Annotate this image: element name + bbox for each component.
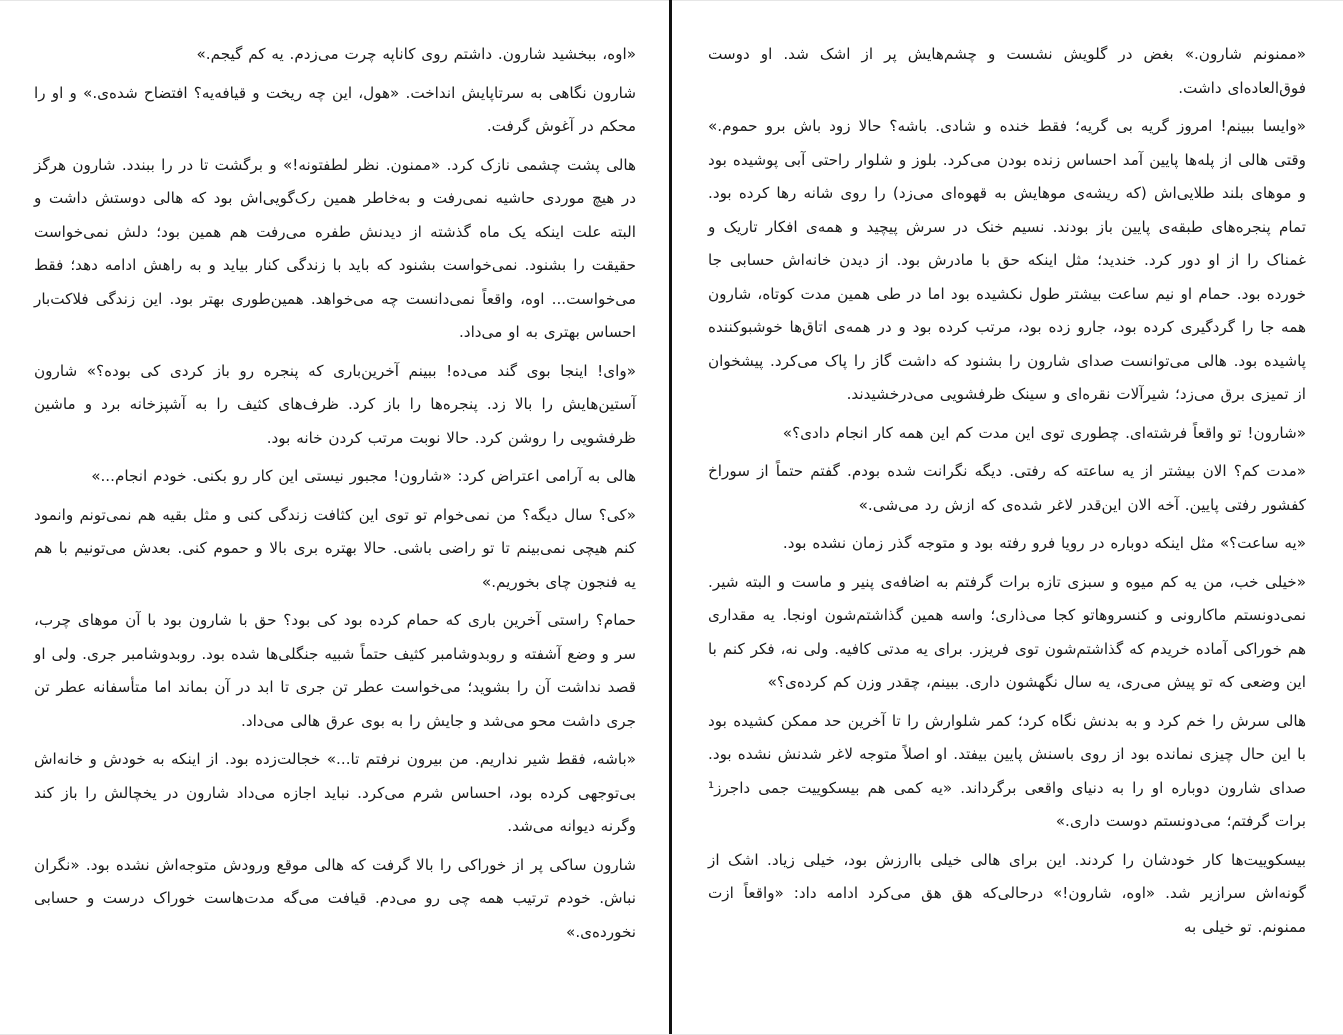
right-paragraph-5: «یه ساعت؟» مثل اینکه دوباره در رویا فرو رفته بود و متوجه گذر زمان نشده بود. [782,534,1306,552]
left-paragraph-2: شارون نگاهی به سرتاپایش انداخت. «هول، این چه ریخت و قیافه‌یه؟ افتضاح شده‌ی.» و او را محکم در آغوش گرفت. [34,83,636,135]
right-paragraph-6: «خیلی خب، من یه کم میوه و سبزی تازه برات گرفتم به اضافه‌ی پنیر و ماست و البته شیر. نمی‌دونستم ماکارونی و کنسروهاتو کجا می‌ذاری؛ واسه همین گذاشتم‌شون اونجا. یه مقداری هم خوراکی آماده خریدم که گذاشتم‌شون توی فریزر. برای یه مدتی کافیه. ولی نه، فکر کنم با این وضعی که تو پیش می‌ری، یه سال نگهشون داری. ببینم، چقدر وزن کم کرده‌ی؟» [708,572,1306,691]
left-paragraph-1: «اوه، ببخشید شارون. داشتم روی کاناپه چرت می‌زدم. یه کم گیجم.» [196,45,636,63]
right-paragraph-8: بیسکوییت‌ها کار خودشان را کردند. این برای هالی خیلی باارزش بود، خیلی زیاد. اشک از گونه‌اش سرازیر شد. «اوه، شارون!» درحالی‌که هق هق می‌کرد ادامه داد: «واقعاً ازت ممنونم. تو خیلی به [708,850,1306,936]
left-paragraph-6: «کی؟ سال دیگه؟ من نمی‌خوام تو توی این کثافت زندگی کنی و مثل بقیه هم نمی‌تونم وانمود کنم هیچی نمی‌بینم تا تو راضی باشی. حالا بهتره بری بالا و حموم کنی. بعدش می‌تونیم با هم یه فنجون چای بخوریم.» [34,505,636,591]
right-page [672,0,1343,1035]
left-paragraph-4: «وای! اینجا بوی گند می‌ده! ببینم آخرین‌باری که پنجره رو باز کردی کی بوده؟» شارون آستین‌هایش را بالا زد. پنجره‌ها را باز کرد. ظرف‌های کثیف را به آشپزخانه برد و ماشین ظرفشویی را روشن کرد. حالا نوبت مرتب کردن خانه بود. [34,361,636,447]
right-paragraph-1: «ممنونم شارون.» بغض در گلویش نشست و چشم‌هایش پر از اشک شد. او دوست فوق‌العاده‌ای داشت. [708,45,1306,97]
right-paragraph-4: «مدت کم؟ الان بیشتر از یه ساعته که رفتی. دیگه نگرانت شده بودم. گفتم حتماً از سوراخ کفشور رفتی پایین. آخه الان این‌قدر لاغر شده‌ی که ازش رد می‌شی.» [708,462,1306,514]
left-page [0,0,669,1035]
left-paragraph-5: هالی به آرامی اعتراض کرد: «شارون! مجبور نیستی این کار رو بکنی. خودم انجام...» [91,467,636,485]
right-paragraph-2: «وایسا ببینم! امروز گریه بی گریه؛ فقط خنده و شادی. باشه؟ حالا زود باش برو حموم.» وقتی هالی از پله‌ها پایین آمد احساس زنده بودن می‌کرد. بلوز و شلوار راحتی آبی پوشیده بود و موهای بلند طلایی‌اش (که ریشه‌ی موهایش به قهوه‌ای می‌زد) را روی شانه رها کرده بود. تمام پنجره‌های طبقه‌ی پایین باز بودند. نسیم خنک در سرش پیچید و همه‌ی افکار تاریک و غمناک را از او دور کرد. خندید؛ مثل اینکه حق با مادرش بود. از دیدن خانه‌اش حسابی جا خورده بود. حمام او نیم ساعت بیشتر طول نکشیده بود اما در طی همین مدت کوتاه، شارون همه جا را گردگیری کرده بود، جارو زده بود، مرتب کرده بود و در همه‌ی اتاق‌ها خوشبوکننده پاشیده بود. هالی می‌توانست صدای شارون را بشنود که داشت گاز را پاک می‌کرد. پیشخوان از تمیزی برق می‌زد؛ شیرآلات نقره‌ای و سینک ظرفشویی می‌درخشیدند. [708,117,1306,403]
right-paragraph-3: «شارون! تو واقعاً فرشته‌ای. چطوری توی این مدت کم این همه کار انجام دادی؟» [782,423,1306,442]
left-paragraph-9: شارون ساکی پر از خوراکی را بالا گرفت که هالی موقع ورودش متوجه‌اش نشده بود. «نگران نباش. خودم ترتیب همه چی رو می‌دم. قیافت می‌گه مدت‌هاست خوراک درست و حسابی نخورده‌ی.» [34,855,636,941]
left-paragraph-3: هالی پشت چشمی نازک کرد. «ممنون. نظر لطفتونه!» و برگشت تا در را ببندد. شارون هرگز در هیچ موردی حاشیه نمی‌رفت و به‌خاطر همین رک‌گویی‌اش بود که هالی دوستش داشت و البته علت اینکه یک ماه گذشته از دیدنش طفره می‌رفت هم همین بود؛ دلش نمی‌خواست حقیقت را بشنود. نمی‌خواست بشنود که باید با زندگی کنار بیاید و به راهش ادامه دهد؛ فقط می‌خواست... اوه، واقعاً نمی‌دانست چه می‌خواهد. همین‌طوری بهتر بود. این زندگی فلاکت‌بار احساس بهتری به او می‌داد. [34,155,636,341]
right-paragraph-7: هالی سرش را خم کرد و به بدنش نگاه کرد؛ کمر شلوارش را تا آخرین حد ممکن کشیده بود با این حال چیزی نمانده بود از روی باسنش پایین بیفتد. او اصلاً متوجه لاغر شدنش نشده بود. صدای شارون دوباره او را به دنیای واقعی برگرداند. «یه کمی هم بیسکوییت جمی داجرز¹ برات گرفتم‌؛ می‌دونستم دوست داری.» [708,711,1306,830]
left-paragraph-8: «باشه، فقط شیر نداریم. من بیرون نرفتم تا...» خجالت‌زده بود. از اینکه به خودش و خانه‌اش بی‌توجهی کرده بود، احساس شرم می‌کرد. نباید اجازه می‌داد شارون در یخچالش را باز کند وگرنه دیوانه می‌شد. [34,750,636,835]
left-paragraph-7: حمام؟ راستی آخرین باری که حمام کرده بود کی بود؟ حق با شارون بود با آن موهای چرب، سر و وضع آشفته و روبدوشامبر کثیف حتماً شبیه جنگلی‌ها شده بود. روبدوشامبر جری. ولی او قصد نداشت آن را بشوید؛ می‌خواست عطر تن جری تا ابد در آن بماند اما متأسفانه عطر تن جری داشت محو می‌شد و جایش را به بوی عرق هالی می‌داد. [34,611,636,730]
